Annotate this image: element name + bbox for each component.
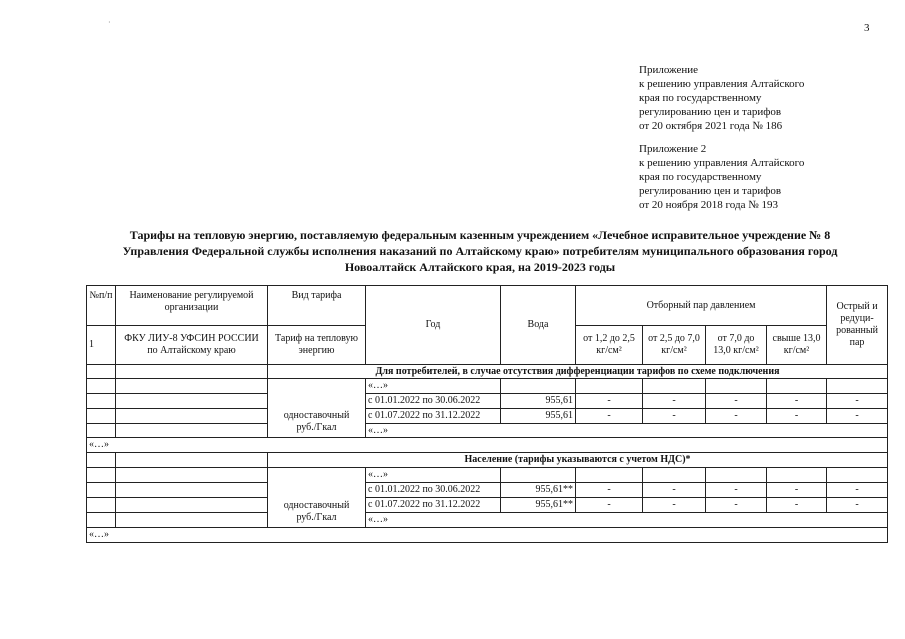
- rate-label: одноставочный: [283, 410, 350, 421]
- sharp-steam-value: -: [827, 409, 888, 424]
- steam-4-value: -: [767, 394, 827, 409]
- appendix-1-line: регулированию цен и тарифов: [639, 106, 782, 118]
- section-1-heading: Для потребителей, в случае отсутствия дифференциации тарифов по схеме подключения: [268, 365, 888, 379]
- header-organization: Наименование регулируемой организации: [116, 286, 268, 326]
- header-steam-4: свыше 13,0 кг/см²: [767, 326, 827, 365]
- ellipsis: «…»: [366, 513, 888, 528]
- period: с 01.01.2022 по 30.06.2022: [366, 483, 501, 498]
- appendix-1-block: [639, 63, 804, 133]
- appendix-1-line: края по государственному: [639, 92, 762, 104]
- header-tariff-type: Вид тарифа: [268, 286, 366, 326]
- appendix-2-line: регулированию цен и тарифов: [639, 185, 782, 197]
- appendix-2-line: Приложение 2: [639, 143, 707, 155]
- sharp-steam-value: -: [827, 498, 888, 513]
- table-row: [87, 424, 888, 438]
- appendix-2-line: к решению управления Алтайского: [639, 157, 805, 169]
- title-line: Новоалтайск Алтайского края, на 2019-2023 годы: [344, 260, 616, 274]
- header-steam: Отборный пар давлением: [576, 286, 827, 326]
- steam-3-value: -: [706, 409, 767, 424]
- header-row: [87, 286, 888, 326]
- table-row: [87, 483, 888, 498]
- ellipsis: «…»: [366, 424, 888, 438]
- steam-4-value: -: [767, 498, 827, 513]
- section-heading-row: [87, 453, 888, 468]
- appendix-1-line: Приложение: [639, 64, 699, 76]
- steam-3-value: -: [706, 498, 767, 513]
- rate-unit-cell: [268, 379, 366, 438]
- steam-4-value: -: [767, 483, 827, 498]
- steam-2-value: -: [643, 394, 706, 409]
- ellipsis: «…»: [87, 438, 888, 453]
- header-steam-1: от 1,2 до 2,5 кг/см²: [576, 326, 643, 365]
- water-value: 955,61: [501, 409, 576, 424]
- page-number: 3: [864, 22, 870, 34]
- title-line: Управления Федеральной службы исполнения наказаний по Алтайскому краю» потребителям муниципального образования город: [122, 244, 838, 258]
- table-row: [87, 468, 888, 483]
- appendix-2-line: края по государственному: [639, 171, 762, 183]
- table-row: [87, 498, 888, 513]
- water-value: 955,61**: [501, 483, 576, 498]
- table-row: [87, 528, 888, 543]
- header-sharp-steam: Острый и редуци-рованный пар: [827, 286, 888, 365]
- header-num: №п/п: [87, 286, 116, 326]
- period: с 01.07.2022 по 31.12.2022: [366, 409, 501, 424]
- table-row: [87, 513, 888, 528]
- table-row: [87, 394, 888, 409]
- header-steam-3: от 7,0 до 13,0 кг/см²: [706, 326, 767, 365]
- steam-2-value: -: [643, 409, 706, 424]
- ellipsis: «…»: [366, 468, 501, 483]
- section-heading-row: [87, 365, 888, 379]
- appendix-1-line: к решению управления Алтайского: [639, 78, 805, 90]
- table-row: [87, 409, 888, 424]
- steam-2-value: -: [643, 483, 706, 498]
- cell-tariff-type: Тариф на тепловую энергию: [268, 326, 366, 365]
- rate-unit: руб./Гкал: [296, 512, 337, 523]
- appendix-2-block: [639, 142, 804, 212]
- title-line: Тарифы на тепловую энергию, поставляемую федеральным казенным учреждением «Лечебное исправительное учреждение № 8: [129, 228, 831, 242]
- water-value: 955,61**: [501, 498, 576, 513]
- sharp-steam-value: -: [827, 483, 888, 498]
- rate-label: одноставочный: [283, 500, 350, 511]
- steam-2-value: -: [643, 498, 706, 513]
- section-2-heading: Население (тарифы указываются с учетом НДС)*: [268, 453, 888, 468]
- rate-unit: руб./Гкал: [296, 422, 337, 433]
- scan-speck: ·: [108, 18, 111, 27]
- header-year: Год: [366, 286, 501, 365]
- steam-4-value: -: [767, 409, 827, 424]
- steam-1-value: -: [576, 498, 643, 513]
- ellipsis: «…»: [366, 379, 501, 394]
- document-title: [80, 227, 880, 275]
- appendix-1-line: от 20 октября 2021 года № 186: [639, 120, 783, 132]
- ellipsis: «…»: [87, 528, 888, 543]
- water-value: 955,61: [501, 394, 576, 409]
- rate-unit-cell: [268, 468, 366, 528]
- steam-1-value: -: [576, 483, 643, 498]
- period: с 01.07.2022 по 31.12.2022: [366, 498, 501, 513]
- steam-3-value: -: [706, 394, 767, 409]
- sharp-steam-value: -: [827, 394, 888, 409]
- header-water: Вода: [501, 286, 576, 365]
- table-row: [87, 438, 888, 453]
- table-row: [87, 379, 888, 394]
- steam-1-value: -: [576, 409, 643, 424]
- appendix-2-line: от 20 ноября 2018 года № 193: [639, 199, 778, 211]
- cell-organization: ФКУ ЛИУ-8 УФСИН РОССИИ по Алтайскому краю: [116, 326, 268, 365]
- steam-1-value: -: [576, 394, 643, 409]
- steam-3-value: -: [706, 483, 767, 498]
- header-steam-2: от 2,5 до 7,0 кг/см²: [643, 326, 706, 365]
- cell-num: 1: [87, 326, 116, 365]
- period: с 01.01.2022 по 30.06.2022: [366, 394, 501, 409]
- tariff-table: [86, 285, 888, 543]
